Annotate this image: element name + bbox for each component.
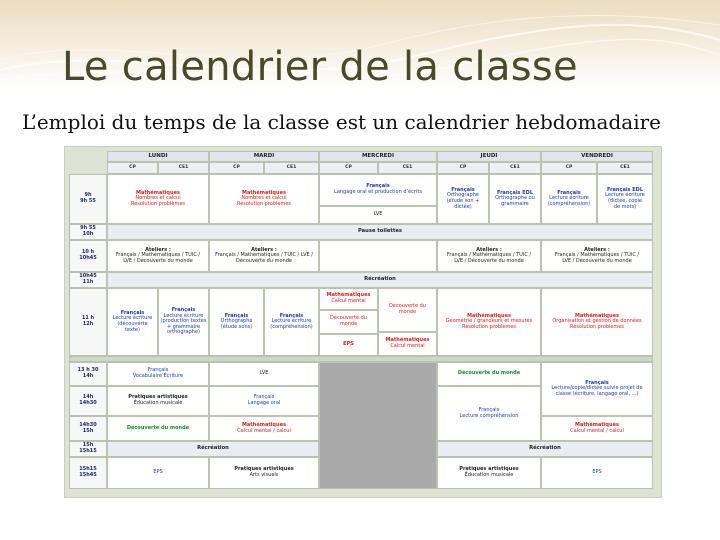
lesson-cell: Mathématiques Nombres et calcul Résolution problèmes <box>209 174 319 224</box>
slide-title: Le calendrier de la classe <box>62 44 578 90</box>
time-slot: 13 h 30 14h <box>69 362 107 386</box>
weekly-timetable <box>64 146 662 498</box>
lesson-cell: Ateliers : Français / Mathématiques / TUIC / LVE / Découverte du monde <box>541 240 653 272</box>
level-ce1: CE1 <box>489 162 541 174</box>
slide-subtitle: L’emploi du temps de la classe est un calendrier hebdomadaire <box>22 110 661 134</box>
no-school-block <box>319 362 437 489</box>
lesson-cell: Ateliers : Français / Mathématiques / TUIC / LVE / Découverte du monde <box>437 240 541 272</box>
lesson-cell: LVE <box>209 362 319 386</box>
lesson-cell: Français Lecture écriture (compréhension) <box>541 174 597 224</box>
day-header-monday: LUNDI <box>107 151 209 162</box>
lesson-cell: Découverte du monde <box>107 416 209 441</box>
lesson-cell: Mathématiques Nombres et calcul Résolution problèmes <box>107 174 209 224</box>
lesson-cell: Français EDL Lecture écriture (dictée, copie de mots) <box>597 174 653 224</box>
lesson-cell: Français Lecture/copie/dictée suivie projet de classe (écriture, langage oral, ...) <box>541 362 653 416</box>
lesson-cell: Pratiques artistiques Arts visuels <box>209 457 319 489</box>
time-slot: 9h 9h 55 <box>69 174 107 224</box>
day-header-tuesday: MARDI <box>209 151 319 162</box>
lesson-cell: Mathématiques Organisation et gestion de données Résolution problèmes <box>541 288 653 356</box>
lesson-cell: LVE <box>319 206 437 224</box>
lesson-cell: Découverte du monde <box>319 310 378 334</box>
recess-band: Récréation <box>107 441 319 457</box>
day-header-wednesday: MERCREDI <box>319 151 437 162</box>
lesson-cell: Mathématiques Calcul mental <box>319 288 378 310</box>
lesson-cell: EPS <box>541 457 653 489</box>
break-band: Pause toilettes <box>107 224 653 240</box>
level-cp: CP <box>319 162 378 174</box>
recess-band: Récréation <box>437 441 653 457</box>
lesson-cell: Ateliers : Français / Mathématiques / TUIC / LVE / Découverte du monde <box>107 240 209 272</box>
level-cp: CP <box>541 162 597 174</box>
lesson-cell: Ateliers : Français / Mathématiques / TUIC / LVE / Découverte du monde <box>209 240 319 272</box>
level-cp: CP <box>437 162 489 174</box>
lesson-cell: Français Lecture écriture (compréhension) <box>264 288 319 356</box>
level-ce1: CE1 <box>378 162 437 174</box>
time-slot: 14h30 15h <box>69 416 107 441</box>
lesson-cell: Français Lecture écriture (découverte texte) <box>107 288 158 356</box>
empty-cell <box>319 240 437 272</box>
lesson-cell: Français Vocabulaire Écriture <box>107 362 209 386</box>
level-cp: CP <box>209 162 264 174</box>
lesson-cell: Découverte du monde <box>437 362 541 386</box>
lesson-cell: Pratiques artistiques Éducation musicale <box>107 386 209 416</box>
day-header-friday: VENDREDI <box>541 151 653 162</box>
recess-band: Récréation <box>107 272 653 288</box>
day-header-thursday: JEUDI <box>437 151 541 162</box>
lesson-cell: Français Lecture compréhension <box>437 386 541 441</box>
time-slot: 15h15 15h45 <box>69 457 107 489</box>
lesson-cell: EPS <box>319 334 378 356</box>
time-slot: 10 h 10h45 <box>69 240 107 272</box>
lesson-cell: Mathématiques Calcul mental / calcul <box>209 416 319 441</box>
lesson-cell: Français Langage oral <box>209 386 319 416</box>
lesson-cell: Français Orthographe (étude sons) <box>209 288 264 356</box>
time-slot: 14h 14h30 <box>69 386 107 416</box>
level-ce1: CE1 <box>264 162 319 174</box>
lesson-cell: Français Orthographe (étude son + dictée) <box>437 174 489 224</box>
lesson-cell: Mathématiques Calcul mental / calcul <box>541 416 653 441</box>
time-slot: 10h45 11h <box>69 272 107 288</box>
lesson-cell: Français Langage oral et production d’écrits <box>319 174 437 206</box>
lesson-cell: Pratiques artistiques Éducation musicale <box>437 457 541 489</box>
lesson-cell: Découverte du monde <box>378 288 437 332</box>
level-ce1: CE1 <box>597 162 653 174</box>
lesson-cell: Mathématiques Calcul mental <box>378 332 437 356</box>
time-slot: 9h 55 10h <box>69 224 107 240</box>
lesson-cell: Français EDL Orthographe ou grammaire <box>489 174 541 224</box>
time-slot: 11 h 12h <box>69 288 107 356</box>
lesson-cell: Mathématiques Géométrie / grandeurs et mesures Résolution problèmes <box>437 288 541 356</box>
level-cp: CP <box>107 162 158 174</box>
lesson-cell: Français Lecture écriture (production textes + grammaire orthographe) <box>158 288 209 356</box>
level-ce1: CE1 <box>158 162 209 174</box>
time-slot: 15h 15h15 <box>69 441 107 457</box>
lesson-cell: EPS <box>107 457 209 489</box>
